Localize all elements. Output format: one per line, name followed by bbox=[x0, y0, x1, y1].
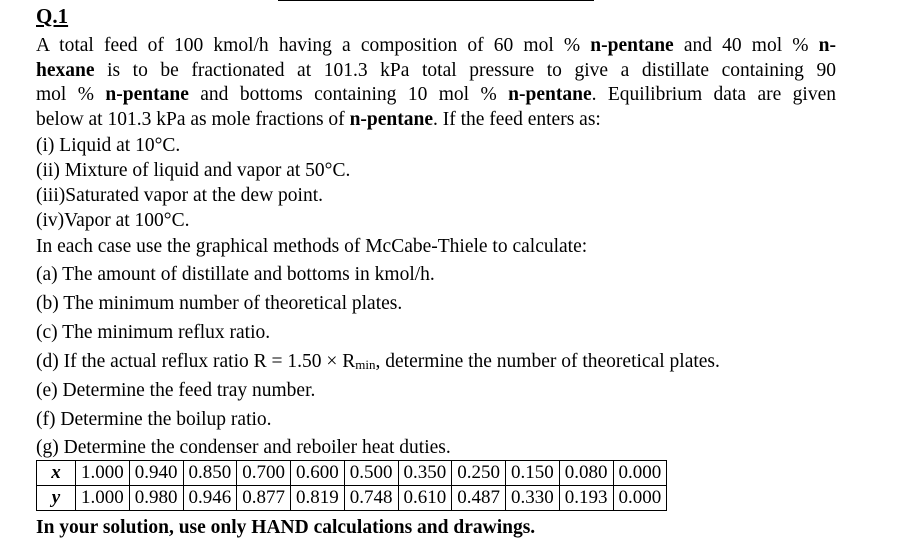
statement-line-2 bbox=[36, 59, 836, 84]
table-cell: 1.000 bbox=[76, 461, 130, 486]
feed-case-ii: (ii) Mixture of liquid and vapor at 50°C. bbox=[36, 160, 351, 181]
statement-line-4 bbox=[36, 108, 836, 133]
text-run: . Equilibrium data are given bbox=[591, 84, 836, 105]
text-run: and 40 mol % bbox=[673, 35, 819, 56]
question-number: Q.1 bbox=[36, 4, 69, 28]
feed-case-iii: (iii)Saturated vapor at the dew point. bbox=[36, 185, 323, 206]
table-cell: 1.000 bbox=[76, 486, 130, 511]
table-cell: 0.850 bbox=[183, 461, 237, 486]
text-run: mol % bbox=[36, 84, 106, 105]
task-b: (b) The minimum number of theoretical plates. bbox=[36, 293, 403, 314]
bold-term: hexane bbox=[36, 59, 95, 81]
problem-statement bbox=[36, 34, 836, 132]
table-row-y bbox=[37, 486, 667, 511]
table-cell: 0.250 bbox=[452, 461, 506, 486]
table-cell: 0.700 bbox=[237, 461, 291, 486]
text-run: , determine the number of theoretical plates. bbox=[375, 351, 720, 372]
text-run: below at 101.3 kPa as mole fractions of bbox=[36, 108, 350, 130]
table-cell: 0.000 bbox=[613, 461, 667, 486]
text-run: A total feed of 100 kmol/h having a composition of 60 mol % bbox=[36, 35, 591, 56]
table-cell: 0.610 bbox=[398, 486, 452, 511]
table-cell: 0.877 bbox=[237, 486, 291, 511]
statement-line-1 bbox=[36, 34, 836, 59]
table-cell: 0.980 bbox=[129, 486, 183, 511]
text-run: (d) If the actual reflux ratio R = 1.50 × R bbox=[36, 351, 356, 372]
bold-term: n-pentane bbox=[508, 84, 592, 105]
table-cell: 0.080 bbox=[559, 461, 613, 486]
task-e: (e) Determine the feed tray number. bbox=[36, 380, 316, 401]
instruction: In each case use the graphical methods of McCabe-Thiele to calculate: bbox=[36, 236, 588, 257]
table-cell: 0.946 bbox=[183, 486, 237, 511]
footer-note: In your solution, use only HAND calculations and drawings. bbox=[36, 517, 536, 538]
task-c: (c) The minimum reflux ratio. bbox=[36, 322, 271, 343]
bold-term: n- bbox=[818, 35, 837, 56]
text-run: is to be fractionated at 101.3 kPa total pressure to give a distillate containing 90 bbox=[94, 59, 836, 81]
table-cell: 0.748 bbox=[344, 486, 398, 511]
subscript: min bbox=[355, 357, 376, 372]
task-d bbox=[36, 350, 720, 377]
table-cell: 0.940 bbox=[129, 461, 183, 486]
row-header-x: x bbox=[37, 461, 76, 486]
task-f: (f) Determine the boilup ratio. bbox=[36, 409, 272, 430]
table-cell: 0.330 bbox=[506, 486, 560, 511]
task-g: (g) Determine the condenser and reboiler heat duties. bbox=[36, 437, 451, 458]
table-cell: 0.350 bbox=[398, 461, 452, 486]
equilibrium-table bbox=[36, 460, 667, 511]
task-a: (a) The amount of distillate and bottoms in kmol/h. bbox=[36, 264, 435, 285]
bold-term: n-pentane bbox=[349, 108, 433, 130]
text-run: . If the feed enters as: bbox=[433, 108, 601, 130]
table-cell: 0.500 bbox=[344, 461, 398, 486]
table-cell: 0.193 bbox=[559, 486, 613, 511]
row-header-y: y bbox=[37, 486, 76, 511]
statement-line-3 bbox=[36, 83, 836, 108]
table-cell: 0.000 bbox=[613, 486, 667, 511]
feed-case-i: (i) Liquid at 10°C. bbox=[36, 135, 181, 156]
table-cell: 0.487 bbox=[452, 486, 506, 511]
top-rule bbox=[278, 0, 594, 1]
bold-term: n-pentane bbox=[105, 84, 189, 105]
table-cell: 0.819 bbox=[291, 486, 345, 511]
table-row-x bbox=[37, 461, 667, 486]
table-cell: 0.150 bbox=[506, 461, 560, 486]
table-cell: 0.600 bbox=[291, 461, 345, 486]
bold-term: n-pentane bbox=[590, 35, 674, 56]
text-run: and bottoms containing 10 mol % bbox=[188, 84, 509, 105]
feed-case-iv: (iv)Vapor at 100°C. bbox=[36, 210, 190, 231]
